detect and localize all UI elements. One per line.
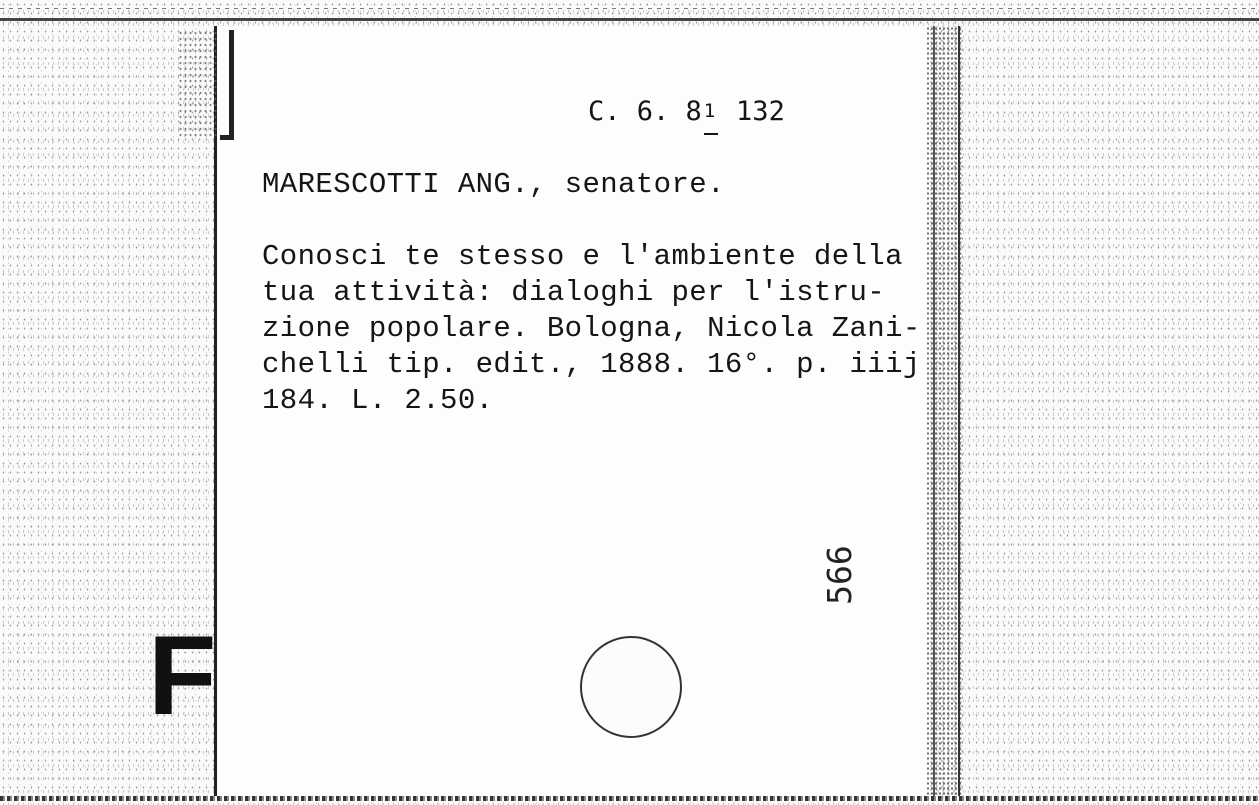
fraction-bar <box>704 133 718 135</box>
call-number-fraction-numerator: 1 <box>703 100 716 122</box>
tab-letter: F <box>148 613 217 738</box>
card-clip-mark <box>220 30 234 140</box>
stamp-number: 566 <box>820 545 859 605</box>
clip-shadow <box>178 30 218 140</box>
top-faint-rule <box>0 8 1259 9</box>
body-line-3: zione popolare. Bologna, Nicola Zani- <box>262 312 921 345</box>
call-number <box>588 96 785 127</box>
card-heading: MARESCOTTI ANG., senatore. <box>262 168 725 201</box>
punch-hole <box>580 636 682 738</box>
card-right-border <box>958 26 960 796</box>
body-line-2: tua attività: dialoghi per l'istru- <box>262 276 886 309</box>
bottom-rule <box>0 796 1259 801</box>
body-line-1: Conosci te stesso e l'ambiente della <box>262 240 903 273</box>
call-number-prefix: C. 6. 8 <box>588 96 702 127</box>
body-line-5: 184. L. 2.50. <box>262 384 494 417</box>
card-right-edge <box>926 26 962 796</box>
call-number-suffix: 132 <box>719 96 785 127</box>
top-rule <box>0 18 1259 21</box>
body-line-4: chelli tip. edit., 1888. 16°. p. iiij <box>262 348 921 381</box>
